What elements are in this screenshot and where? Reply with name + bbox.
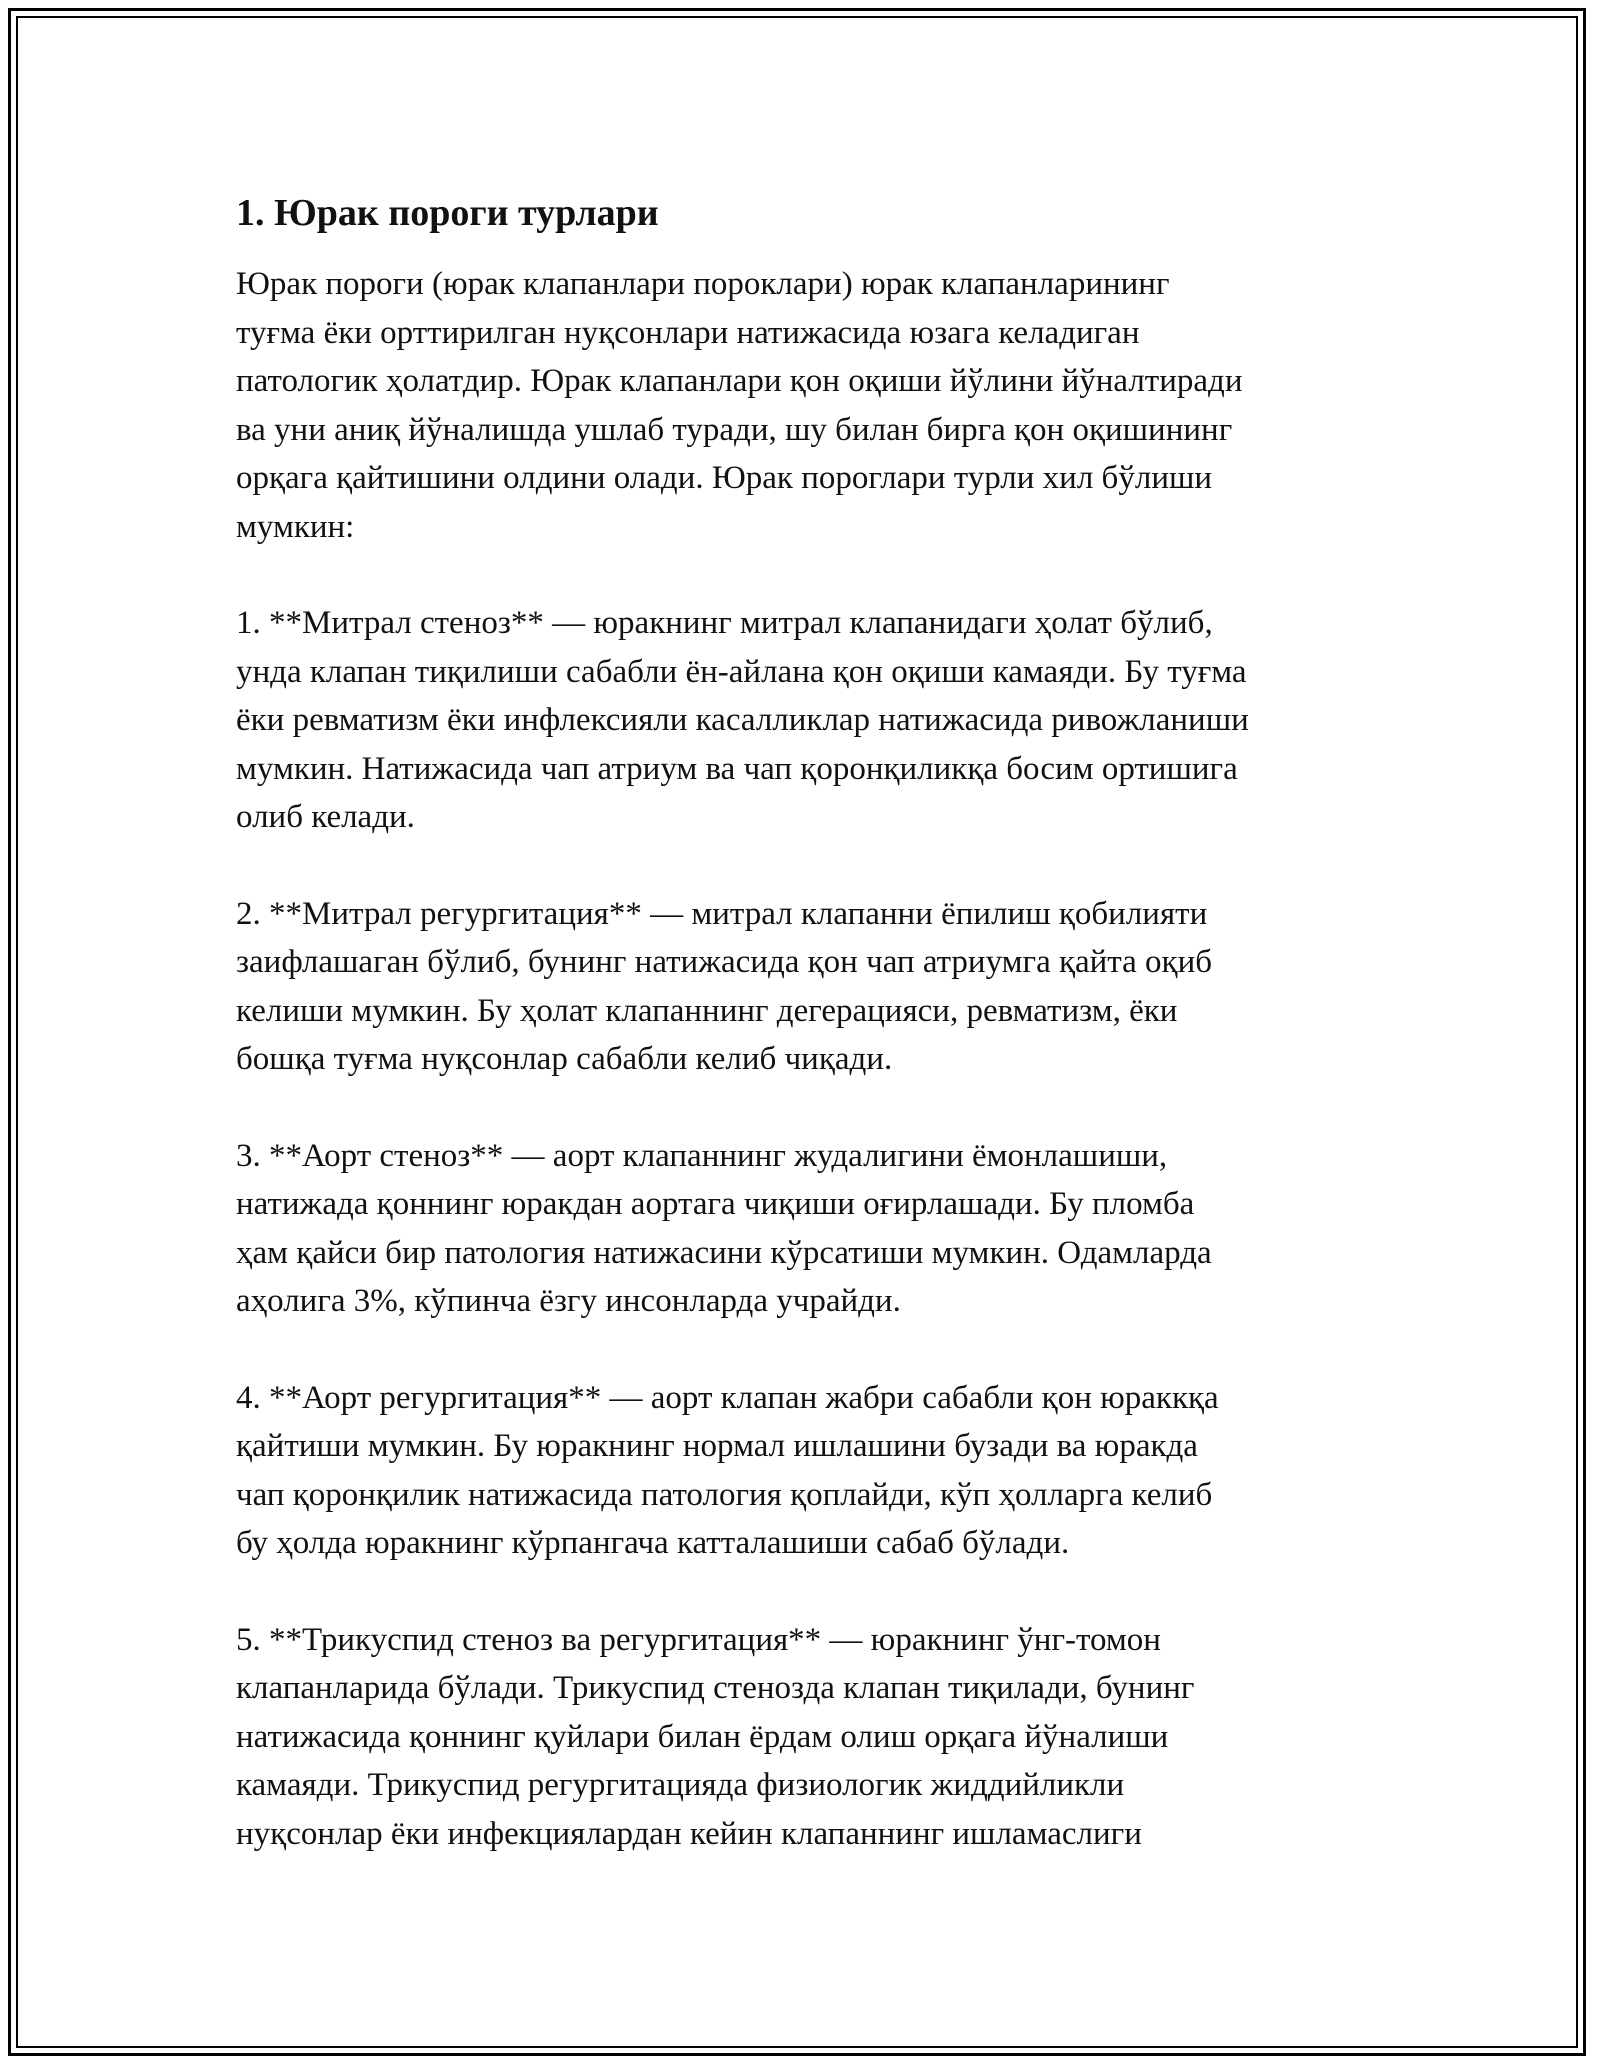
intro-paragraph: Юрак пороги (юрак клапанлари пороклари) юрак клапанларининг туғма ёки орттирилган нуқсонлари натижасида юзага келадиган патологик ҳолатдир. Юрак клапанлари қон оқиши йўлини йўналтиради ва уни аниқ йўналишда ушлаб туради, шу билан бирга қон оқишининг орқага қайтишини олдини олади. Юрак пороглари турли хил бўлиши мумкин: [236, 266, 1243, 545]
list-item-mitral-regurgitation: 2. **Митрал регургитация** — митрал клапанни ёпилиш қобилияти заифлашаган бўлиб, бунинг натижасида қон чап атриумга қайта оқиб келиши мумкин. Бу ҳолат клапаннинг дегерацияси, ревматизм, ёки бошқа туғма нуқсонлар сабабли келиб чиқади. [236, 895, 1213, 1077]
document-title: 1. Юрак пороги турлари [236, 192, 659, 234]
list-item-aortic-regurgitation: 4. **Аорт регургитация** — аорт клапан жабри сабабли қон юраккқа қайтиши мумкин. Бу юракнинг нормал ишлашини бузади ва юракда чап қоронқилик натижасида патология қоплайди, кўп ҳолларга келиб бу ҳолда юракнинг кўрпангача катталашиши сабаб бўлади. [236, 1379, 1219, 1561]
list-item-mitral-stenosis: 1. **Митрал стеноз** — юракнинг митрал клапанидаги ҳолат бўлиб, унда клапан тиқилиши сабабли ён-айлана қон оқиши камаяди. Бу туғма ёки ревматизм ёки инфлексияли касалликлар натижасида ривожланиши мумкин. Натижасида чап атриум ва чап қоронқиликқа босим ортишига олиб келади. [236, 605, 1249, 835]
document-body [236, 188, 1386, 1858]
list-item-aortic-stenosis: 3. **Аорт стеноз** — аорт клапаннинг жудалигини ёмонлашиши, натижада қоннинг юракдан аортага чиқиши оғирлашади. Бу пломба ҳам қайси бир патология натижасини кўрсатиши мумкин. Одамларда аҳолига 3%, кўпинча ёзгу инсонларда учрайди. [236, 1137, 1212, 1319]
list-item-tricuspid: 5. **Трикуспид стеноз ва регургитация** — юракнинг ўнг-томон клапанларида бўлади. Трикуспид стенозда клапан тиқилади, бунинг натижасида қоннинг қуйлари билан ёрдам олиш орқага йўналиши камаяди. Трикуспид регургитацияда физиологик жиддийликли нуқсонлар ёки инфекциялардан кейин клапаннинг ишламаслиги [236, 1621, 1195, 1852]
